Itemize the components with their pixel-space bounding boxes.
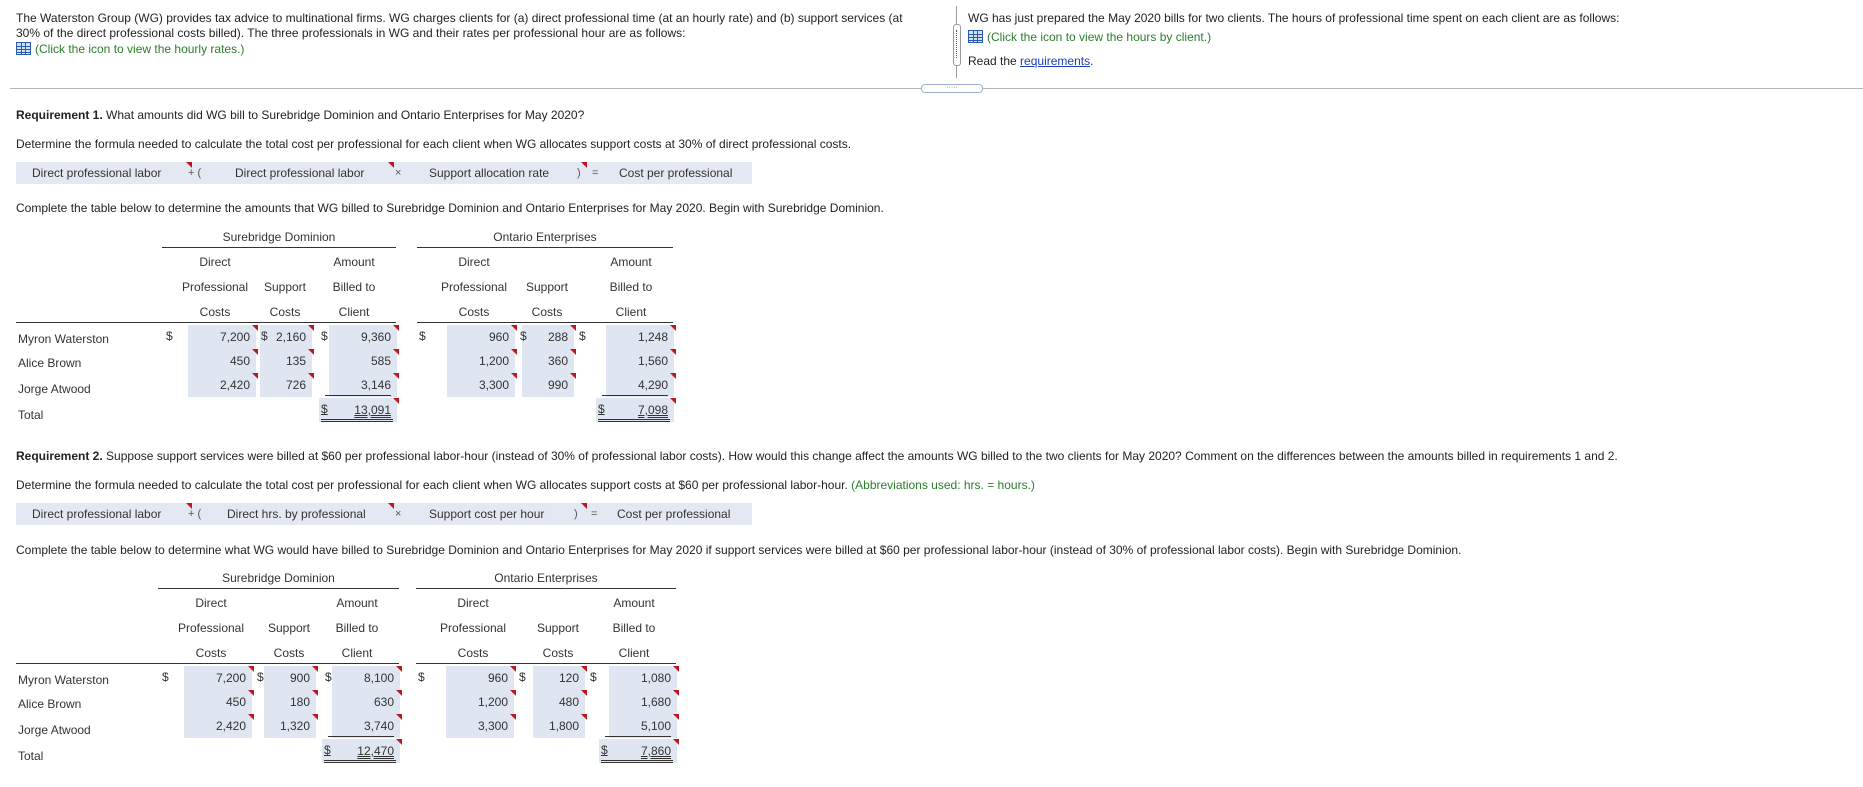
answer-flag-icon: [581, 714, 587, 720]
header-rule: [16, 322, 162, 323]
req1-title: Requirement 1. What amounts did WG bill to Surebridge Dominion and Ontario Enterprises for May 2020?: [16, 108, 585, 122]
amount-input[interactable]: 360: [547, 354, 568, 368]
answer-flag-icon: [248, 714, 254, 720]
column-header: Direct: [195, 596, 227, 610]
column-header: Costs: [195, 646, 227, 660]
answer-flag-icon: [393, 325, 399, 331]
client-header: Surebridge Dominion: [222, 230, 336, 244]
formula-cell-b[interactable]: Direct professional labor: [235, 166, 365, 180]
row-label: Myron Waterston: [18, 332, 109, 346]
column-header: Costs: [273, 646, 305, 660]
client-header: Ontario Enterprises: [493, 230, 597, 244]
column-header: Billed to: [609, 280, 653, 294]
column-header: Costs: [457, 646, 489, 660]
column-header: Direct: [457, 596, 489, 610]
formula-op-times: ×: [395, 167, 402, 179]
formula-cell-c[interactable]: Support allocation rate: [429, 166, 550, 180]
amount-input[interactable]: 3,146: [325, 375, 391, 396]
formula-op-times: ×: [395, 508, 402, 520]
divider-handle[interactable]: ·····: [921, 84, 983, 93]
req1-table-intro: Complete the table below to determine the amounts that WG billed to Surebridge Dominion and Ontario Enterprises for May 2020. Begin with Surebridge Dominion.: [16, 201, 884, 215]
column-header: Client: [618, 646, 650, 660]
answer-flag-icon: [670, 373, 676, 379]
column-header: Billed to: [335, 621, 379, 635]
formula-cell-a[interactable]: Direct professional labor: [32, 507, 162, 521]
double-underline: [601, 760, 673, 763]
column-header: Billed to: [612, 621, 656, 635]
column-header: Professional: [177, 621, 245, 635]
total-label: Total: [18, 749, 44, 763]
column-header: Client: [341, 646, 373, 660]
requirements-link[interactable]: requirements: [1020, 54, 1091, 68]
req2-formula: [16, 503, 752, 525]
answer-flag-icon: [312, 714, 318, 720]
answer-flag-icon: [511, 373, 517, 379]
amount-input[interactable]: 450: [225, 695, 246, 709]
req1-formula-intro: Determine the formula needed to calculate the total cost per professional for each client when WG allocates support costs at 30% of direct professional costs.: [16, 137, 852, 151]
row-label: Jorge Atwood: [18, 723, 91, 737]
formula-cell-d[interactable]: Cost per professional: [617, 507, 731, 521]
amount-input[interactable]: 4,290: [602, 375, 668, 396]
table-icon[interactable]: [16, 42, 31, 55]
currency-symbol: $: [579, 329, 586, 343]
amount-input[interactable]: 1,560: [637, 354, 668, 368]
header-rule: [417, 322, 673, 323]
amount-input[interactable]: 7,200: [219, 330, 250, 344]
column-header: Professional: [181, 280, 249, 294]
column-header: Support: [267, 621, 311, 635]
column-header: Support: [525, 280, 569, 294]
formula-cell-a[interactable]: Direct professional labor: [32, 166, 162, 180]
amount-input[interactable]: 135: [285, 354, 306, 368]
column-header: Professional: [439, 621, 507, 635]
amount-input[interactable]: 990: [547, 378, 568, 392]
double-underline: [598, 419, 670, 422]
answer-flag-icon: [396, 690, 402, 696]
intro-right-text: WG has just prepared the May 2020 bills for two clients. The hours of professional time spent on each client are as follows:: [968, 11, 1620, 25]
intro-right: [968, 11, 1848, 69]
currency-symbol: $: [324, 743, 331, 757]
column-header: Amount: [336, 596, 378, 610]
answer-flag-icon: [673, 666, 679, 672]
amount-input[interactable]: 9,360: [360, 330, 391, 344]
answer-flag-icon: [510, 690, 516, 696]
formula-op-equals: =: [592, 167, 599, 179]
header-rule: [162, 322, 396, 323]
abbreviation-note: (Abbreviations used: hrs. = hours.): [851, 478, 1035, 492]
answer-flag-icon: [670, 325, 676, 331]
client-header: Surebridge Dominion: [222, 571, 335, 585]
total-input[interactable]: 12,470: [357, 744, 394, 758]
req2-formula-intro: Determine the formula needed to calculate the total cost per professional for each client when WG allocates support costs at $60 per professional labor-hour. (Abbreviations used: hrs. = hours.): [16, 478, 1035, 492]
column-header: Support: [536, 621, 580, 635]
column-header: Costs: [542, 646, 574, 660]
answer-flag-icon: [393, 398, 399, 404]
answer-flag-icon: [673, 714, 679, 720]
amount-input[interactable]: 1,800: [548, 719, 579, 733]
row-label: Alice Brown: [18, 697, 82, 711]
currency-symbol: $: [418, 670, 425, 684]
answer-flag-icon: [581, 690, 587, 696]
answer-flag-icon: [248, 666, 254, 672]
amount-input[interactable]: 2,420: [219, 378, 250, 392]
answer-flag-icon: [673, 739, 679, 745]
row-label: Jorge Atwood: [18, 382, 91, 396]
intro-left: [16, 11, 916, 57]
answer-flag-icon: [511, 349, 517, 355]
answer-flag-icon: [312, 666, 318, 672]
column-header: Costs: [269, 305, 301, 319]
amount-input[interactable]: 2,160: [275, 330, 306, 344]
double-underline: [321, 419, 393, 422]
amount-input[interactable]: 1,320: [279, 719, 310, 733]
client-header: Ontario Enterprises: [494, 571, 598, 585]
amount-input[interactable]: 726: [285, 378, 306, 392]
amount-input[interactable]: 960: [487, 671, 508, 685]
currency-symbol: $: [261, 329, 268, 343]
hours-by-client-link[interactable]: (Click the icon to view the hours by client.): [968, 30, 1848, 45]
amount-input[interactable]: 1,248: [637, 330, 668, 344]
amount-input[interactable]: 960: [488, 330, 509, 344]
answer-flag-icon: [670, 349, 676, 355]
currency-symbol: $: [520, 329, 527, 343]
amount-input[interactable]: 2,420: [215, 719, 246, 733]
column-header: Direct: [199, 255, 231, 269]
answer-flag-icon: [393, 349, 399, 355]
column-header: Direct: [458, 255, 490, 269]
column-header: Amount: [610, 255, 652, 269]
header-rule: [162, 247, 396, 248]
row-label: Alice Brown: [18, 356, 82, 370]
header-rule: [158, 663, 399, 664]
amount-input[interactable]: 1,200: [477, 695, 508, 709]
amount-input[interactable]: 630: [373, 695, 394, 709]
amount-input[interactable]: 8,100: [363, 671, 394, 685]
currency-symbol: $: [419, 329, 426, 343]
answer-flag-icon: [396, 739, 402, 745]
amount-input[interactable]: 1,080: [640, 671, 671, 685]
read-requirements: Read the requirements.: [968, 54, 1094, 68]
amount-input[interactable]: 7,200: [215, 671, 246, 685]
column-header: Professional: [440, 280, 508, 294]
amount-input[interactable]: 180: [289, 695, 310, 709]
answer-flag-icon: [248, 690, 254, 696]
answer-flag-icon: [308, 349, 314, 355]
splitter[interactable]: [953, 6, 961, 78]
answer-flag-icon: [673, 690, 679, 696]
column-header: Amount: [333, 255, 375, 269]
answer-flag-icon: [570, 349, 576, 355]
answer-flag-icon: [308, 325, 314, 331]
table-icon[interactable]: [968, 30, 983, 43]
answer-flag-icon: [510, 714, 516, 720]
header-rule: [417, 247, 673, 248]
formula-op-plus: + (: [188, 167, 202, 179]
column-header: Billed to: [332, 280, 376, 294]
currency-symbol: $: [519, 670, 526, 684]
hourly-rates-link[interactable]: (Click the icon to view the hourly rates.): [16, 42, 916, 57]
answer-flag-icon: [511, 325, 517, 331]
formula-cell-b[interactable]: Direct hrs. by professional: [227, 507, 366, 521]
amount-input[interactable]: 3,300: [477, 719, 508, 733]
answer-flag-icon: [308, 373, 314, 379]
amount-input[interactable]: 1,680: [640, 695, 671, 709]
formula-op-plus: + (: [188, 508, 202, 520]
currency-symbol: $: [590, 670, 597, 684]
answer-flag-icon: [570, 373, 576, 379]
answer-flag-icon: [396, 714, 402, 720]
header-rule: [416, 663, 676, 664]
column-header: Costs: [458, 305, 490, 319]
req1-formula: [16, 162, 752, 184]
currency-symbol: $: [162, 670, 169, 684]
column-header: Client: [615, 305, 647, 319]
amount-input[interactable]: 900: [289, 671, 310, 685]
total-label: Total: [18, 408, 44, 422]
formula-cell-d[interactable]: Cost per professional: [619, 166, 733, 180]
amount-input[interactable]: 5,100: [605, 716, 671, 737]
column-header: Amount: [613, 596, 655, 610]
column-header: Costs: [199, 305, 231, 319]
formula-cell-c[interactable]: Support cost per hour: [429, 507, 545, 521]
total-input[interactable]: 7,098: [637, 403, 668, 417]
amount-input[interactable]: 3,300: [478, 378, 509, 392]
double-underline: [324, 760, 396, 763]
amount-input[interactable]: 585: [370, 354, 391, 368]
currency-symbol: $: [321, 329, 328, 343]
currency-symbol: $: [598, 402, 605, 416]
formula-op-equals: =: [591, 508, 598, 520]
currency-symbol: $: [321, 402, 328, 416]
amount-input[interactable]: 480: [558, 695, 579, 709]
row-label: Myron Waterston: [18, 673, 109, 687]
total-input[interactable]: 13,091: [354, 403, 391, 417]
answer-flag-icon: [670, 398, 676, 404]
currency-symbol: $: [257, 670, 264, 684]
amount-input[interactable]: 120: [558, 671, 579, 685]
req2-title: Requirement 2. Suppose support services were billed at $60 per professional labor-hour (instead of 30% of professional labor costs). How would this change affect the amounts WG billed to the two clients for May 2020? Comment on the differences between the amounts billed in requirements 1 and 2.: [16, 449, 1618, 463]
column-header: Costs: [531, 305, 563, 319]
currency-symbol: $: [166, 329, 173, 343]
intro-left-text: The Waterston Group (WG) provides tax advice to multinational firms. WG charges clients for (a) direct professional time (at an hourly rate) and (b) support services (at 30% of the direct professional costs billed). The three professionals in WG and their rates per professional hour are as follows:: [16, 11, 903, 40]
column-header: Client: [338, 305, 370, 319]
answer-flag-icon: [510, 666, 516, 672]
answer-flag-icon: [393, 373, 399, 379]
amount-input[interactable]: 288: [547, 330, 568, 344]
formula-op-close: ): [577, 167, 581, 179]
amount-input[interactable]: 1,200: [478, 354, 509, 368]
answer-flag-icon: [312, 690, 318, 696]
header-rule: [16, 663, 158, 664]
amount-input[interactable]: 3,740: [328, 716, 394, 737]
req2-table-intro: Complete the table below to determine what WG would have billed to Surebridge Dominion and Ontario Enterprises for May 2020 if support services were billed at $60 per professional labor-hour (instead of 30% of professional labor costs). Begin with Surebridge Dominion.: [16, 543, 1462, 557]
formula-op-close: ): [574, 508, 578, 520]
answer-flag-icon: [570, 325, 576, 331]
amount-input[interactable]: 450: [229, 354, 250, 368]
column-header: Support: [263, 280, 307, 294]
currency-symbol: $: [325, 670, 332, 684]
answer-flag-icon: [581, 666, 587, 672]
answer-flag-icon: [396, 666, 402, 672]
header-rule: [158, 588, 399, 589]
currency-symbol: $: [601, 743, 608, 757]
total-input[interactable]: 7,860: [640, 744, 671, 758]
header-rule: [416, 588, 676, 589]
